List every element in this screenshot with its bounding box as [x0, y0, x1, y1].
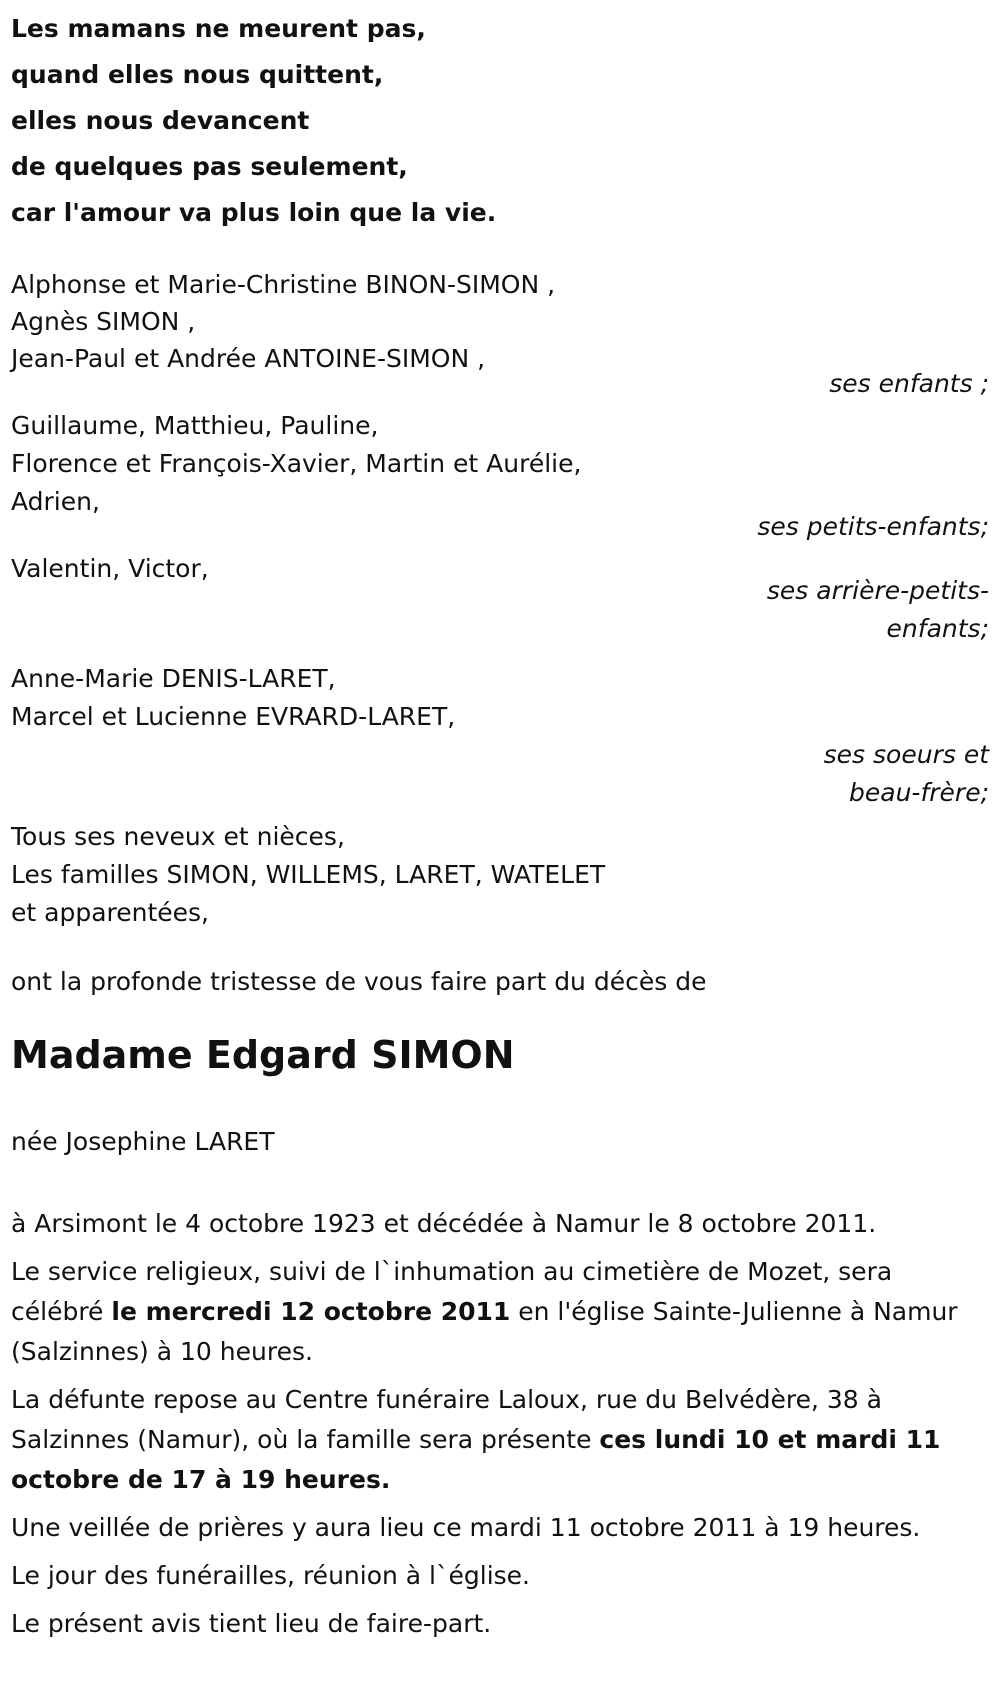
visitation-dates: ces lundi 10 et mardi 11 octobre de 17 à 19 heures.: [11, 1425, 941, 1494]
service-paragraph: [11, 1252, 991, 1372]
relation-siblings-cont: beau-frère;: [849, 778, 989, 807]
siblings-names: [11, 660, 991, 736]
poem: [11, 6, 991, 236]
poem-line: Les mamans ne meurent pas,: [11, 14, 426, 43]
children-names: [11, 266, 991, 377]
others-line: et apparentées,: [11, 898, 209, 927]
relation-children: ses enfants ;: [829, 369, 989, 398]
sibling-name: Anne-Marie DENIS-LARET,: [11, 664, 336, 693]
deceased-name: Madame Edgard SIMON: [11, 1033, 515, 1077]
relation-grandchildren: ses petits-enfants;: [757, 512, 989, 541]
siblings-group: [11, 660, 991, 812]
visitation-paragraph: [11, 1380, 991, 1500]
grandchildren-group: [11, 407, 991, 542]
funeral-details: [11, 1204, 991, 1644]
grandchildren-names: [11, 407, 991, 521]
obituary-notice: [11, 6, 991, 1652]
relation-great-grandchildren-cont: enfants;: [886, 614, 989, 643]
poem-line: de quelques pas seulement,: [11, 152, 408, 181]
others-line: Les familles SIMON, WILLEMS, LARET, WATELET: [11, 860, 606, 889]
meeting-line: Le jour des funérailles, réunion à l`église.: [11, 1561, 530, 1590]
announcement: ont la profonde tristesse de vous faire part du décès de: [11, 967, 707, 996]
others-line: Tous ses neveux et nièces,: [11, 822, 345, 851]
visitation-text: La défunte repose au Centre funéraire Laloux, rue du Belvédère, 38 à Salzinnes (Namur), où la famille sera présente: [11, 1385, 882, 1454]
grandchild-name: Guillaume, Matthieu, Pauline,: [11, 411, 379, 440]
child-name: Alphonse et Marie-Christine BINON-SIMON ,: [11, 270, 556, 299]
poem-line: quand elles nous quittent,: [11, 60, 384, 89]
birth-death-line: à Arsimont le 4 octobre 1923 et décédée à Namur le 8 octobre 2011.: [11, 1209, 877, 1238]
relation-siblings: ses soeurs et: [823, 740, 989, 769]
vigil-line: Une veillée de prières y aura lieu ce mardi 11 octobre 2011 à 19 heures.: [11, 1513, 921, 1542]
poem-line: car l'amour va plus loin que la vie.: [11, 198, 497, 227]
grandchild-name: Florence et François-Xavier, Martin et Aurélie,: [11, 449, 582, 478]
others-group: [11, 818, 991, 932]
notice-line: Le présent avis tient lieu de faire-part.: [11, 1609, 492, 1638]
child-name: Agnès SIMON ,: [11, 307, 196, 336]
poem-line: elles nous devancent: [11, 106, 310, 135]
child-name: Jean-Paul et Andrée ANTOINE-SIMON ,: [11, 344, 486, 373]
children-group: [11, 266, 991, 399]
great-grandchild-name: Valentin, Victor,: [11, 554, 209, 583]
service-date: le mercredi 12 octobre 2011: [111, 1297, 511, 1326]
maiden-name: née Josephine LARET: [11, 1127, 275, 1156]
relation-great-grandchildren: ses arrière-petits-: [766, 576, 989, 605]
grandchild-name: Adrien,: [11, 487, 100, 516]
sibling-name: Marcel et Lucienne EVRARD-LARET,: [11, 702, 456, 731]
great-grandchildren-group: [11, 550, 991, 648]
service-place: en l'église Sainte-Julienne à Namur (Salzinnes) à 10 heures.: [11, 1297, 958, 1366]
service-text: Le service religieux, suivi de l`inhumation au cimetière de Mozet, sera célébré: [11, 1257, 893, 1326]
